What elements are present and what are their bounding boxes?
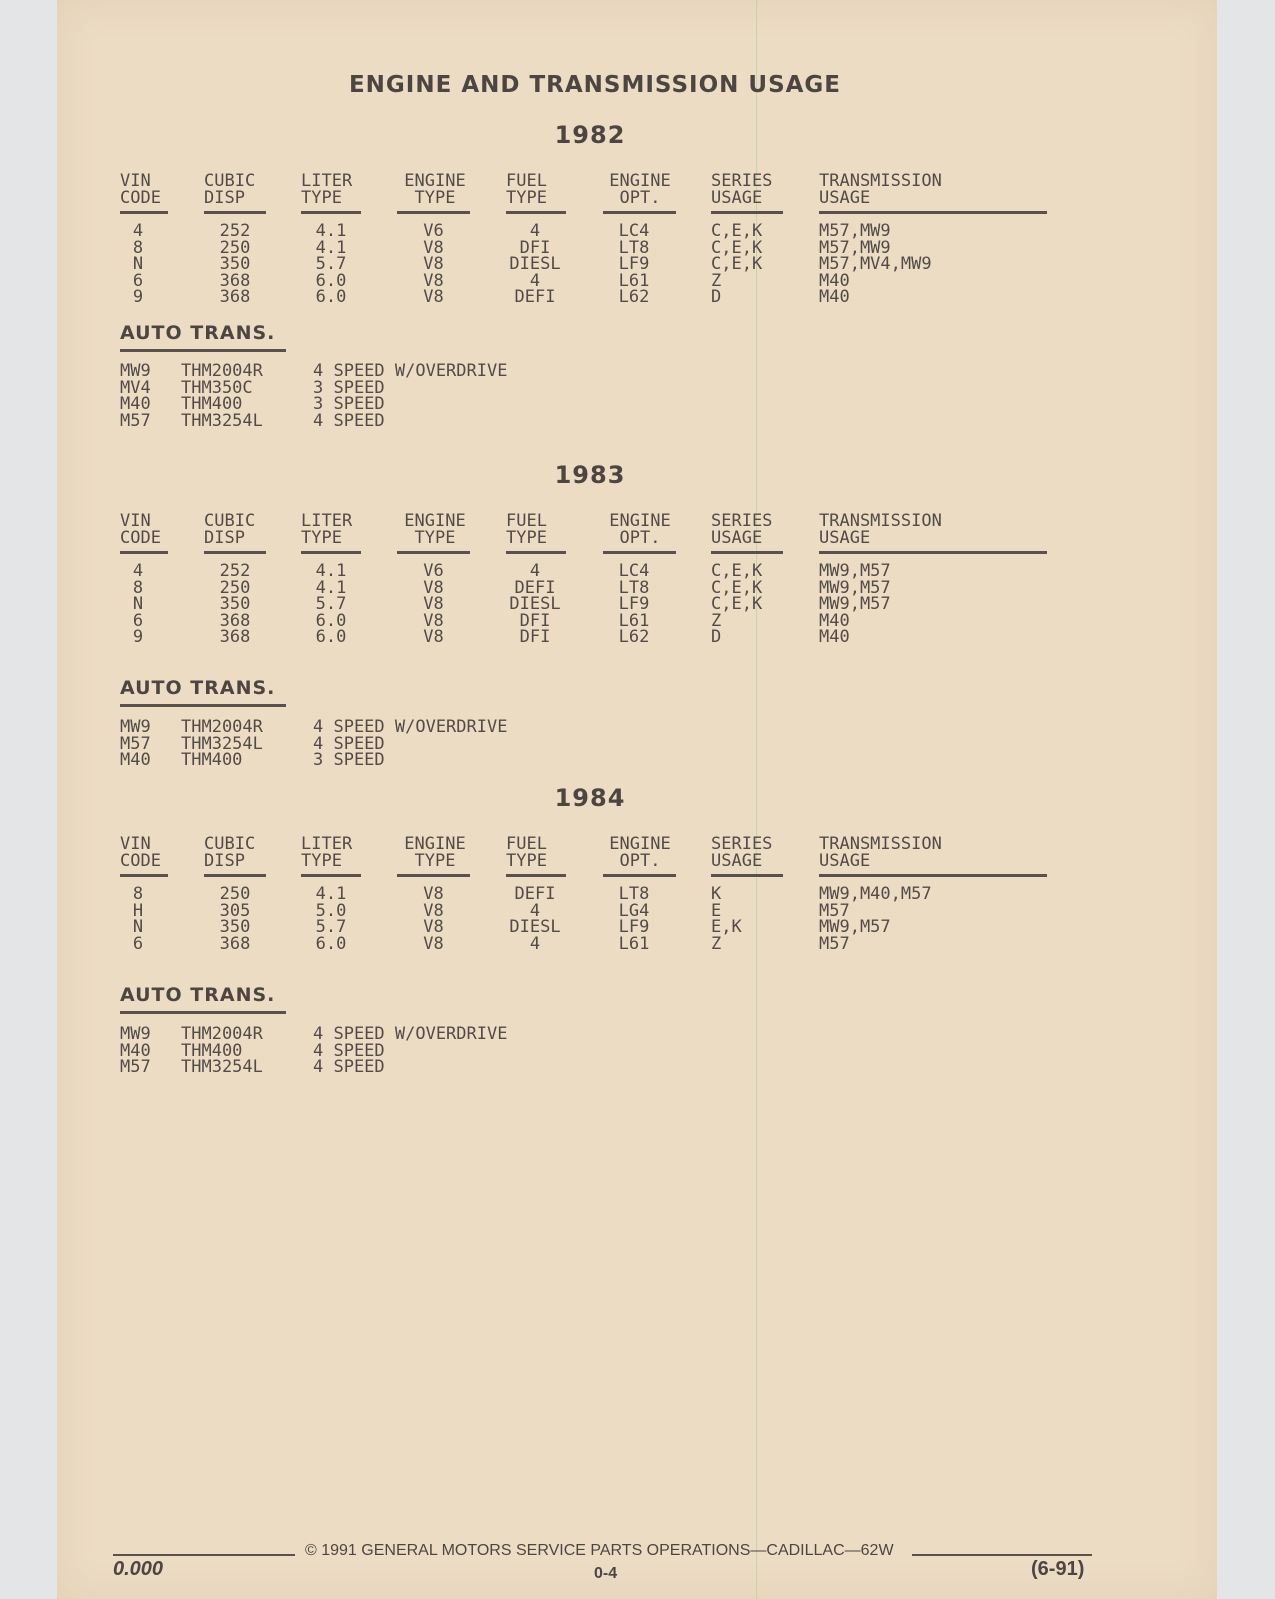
column-header-series bbox=[711, 513, 787, 547]
table-cell-trans: MW9,M57 bbox=[819, 577, 891, 598]
column-header-cubic bbox=[204, 513, 270, 547]
table-cell-cubic: 368 bbox=[219, 933, 251, 954]
footer-rule-left bbox=[113, 1554, 295, 1556]
auto-trans-model: THM2004R bbox=[181, 361, 263, 381]
table-cell-vin: 4 bbox=[132, 221, 144, 241]
table-cell-cubic: 252 bbox=[219, 221, 251, 241]
column-header-line: LITER bbox=[301, 511, 353, 531]
table-cell-trans: M40 bbox=[819, 627, 850, 647]
table-cell-series: D bbox=[711, 627, 722, 647]
table-cell-series: Z bbox=[711, 933, 722, 954]
auto-trans-model: THM3254L bbox=[181, 1057, 263, 1077]
column-header-line: ENGINE bbox=[609, 834, 671, 854]
auto-trans-model: THM2004R bbox=[181, 717, 263, 737]
column-header-line: OPT. bbox=[619, 851, 661, 871]
column-header-liter bbox=[301, 836, 367, 870]
table-cell-fuel: 4 bbox=[529, 561, 541, 581]
auto-trans-code: M40 bbox=[120, 1040, 151, 1061]
column-header-trans bbox=[819, 513, 1049, 547]
column-header-line: VIN bbox=[120, 511, 151, 531]
column-header-liter bbox=[301, 173, 367, 207]
table-cell-engine-opt: L62 bbox=[618, 627, 650, 647]
column-header-line: FUEL bbox=[506, 171, 547, 191]
column-header-line: ENGINE bbox=[404, 171, 466, 191]
table-cell-engine-type: V8 bbox=[423, 900, 444, 921]
table-cell-liter: 4.1 bbox=[315, 237, 347, 258]
table-cell-trans: M40 bbox=[819, 610, 850, 631]
table-cell-trans: M57 bbox=[819, 900, 850, 921]
table-cell-liter: 5.7 bbox=[315, 594, 347, 614]
column-header-line: CUBIC bbox=[204, 511, 256, 531]
table-cell-fuel: DEFI bbox=[514, 884, 556, 904]
table-cell-engine-opt: LT8 bbox=[618, 884, 650, 904]
table-cell-engine-type: V8 bbox=[423, 594, 444, 614]
auto-trans-model: THM2004R bbox=[181, 1024, 263, 1044]
auto-trans-desc: 3 SPEED bbox=[313, 750, 385, 770]
column-header-line: USAGE bbox=[819, 188, 871, 208]
table-cell-liter: 5.0 bbox=[315, 900, 347, 921]
table-cell-fuel: DIESL bbox=[509, 594, 561, 614]
column-header-underline bbox=[711, 551, 783, 554]
auto-trans-code: MW9 bbox=[120, 361, 151, 381]
table-cell-engine-opt: LF9 bbox=[618, 917, 650, 937]
auto-trans-underline bbox=[120, 704, 286, 707]
column-header-engine-opt bbox=[603, 513, 677, 547]
table-cell-liter: 4.1 bbox=[315, 221, 347, 241]
column-header-trans bbox=[819, 836, 1049, 870]
table-cell-engine-opt: L61 bbox=[618, 933, 650, 954]
column-header-underline bbox=[711, 211, 783, 214]
table-cell-cubic: 350 bbox=[219, 594, 251, 614]
table-cell-engine-type: V8 bbox=[423, 254, 444, 274]
footer-copyright: © 1991 GENERAL MOTORS SERVICE PARTS OPERATIONS—CADILLAC—62W bbox=[305, 1542, 894, 1559]
auto-trans-code: MW9 bbox=[120, 1024, 151, 1044]
column-header-underline bbox=[120, 211, 168, 214]
auto-trans-model: THM400 bbox=[181, 394, 243, 414]
table-cell-series: D bbox=[711, 287, 722, 307]
column-header-underline bbox=[204, 211, 266, 214]
table-cell-series: C,E,K bbox=[711, 594, 763, 614]
table-cell-cubic: 350 bbox=[219, 917, 251, 937]
auto-trans-code: M40 bbox=[120, 750, 151, 770]
table-cell-cubic: 350 bbox=[219, 254, 251, 274]
table-cell-engine-type: V8 bbox=[423, 610, 444, 631]
table-cell-engine-type: V8 bbox=[423, 270, 444, 291]
table-cell-vin: N bbox=[132, 917, 144, 937]
column-header-underline bbox=[204, 551, 266, 554]
auto-trans-desc: 3 SPEED bbox=[313, 377, 385, 398]
column-header-underline bbox=[204, 874, 266, 877]
table-cell-fuel: DFI bbox=[519, 237, 551, 258]
auto-trans-heading: AUTO TRANS. bbox=[120, 322, 276, 344]
column-header-underline bbox=[397, 551, 470, 554]
table-cell-vin: 8 bbox=[132, 577, 144, 598]
table-cell-engine-type: V8 bbox=[423, 577, 444, 598]
footer-rule-right bbox=[912, 1554, 1092, 1556]
table-cell-vin: 6 bbox=[132, 270, 144, 291]
column-header-line: SERIES bbox=[711, 511, 773, 531]
table-cell-vin: 8 bbox=[132, 237, 144, 258]
column-header-line: TYPE bbox=[301, 851, 342, 871]
table-cell-cubic: 305 bbox=[219, 900, 251, 921]
table-cell-engine-opt: LC4 bbox=[618, 221, 650, 241]
table-cell-fuel: DEFI bbox=[514, 287, 556, 307]
table-cell-engine-opt: L61 bbox=[618, 270, 650, 291]
auto-trans-model: THM3254L bbox=[181, 733, 263, 754]
table-cell-liter: 4.1 bbox=[315, 577, 347, 598]
column-header-underline bbox=[819, 551, 1047, 554]
column-header-line: CODE bbox=[120, 528, 161, 548]
column-header-liter bbox=[301, 513, 367, 547]
table-cell-engine-type: V8 bbox=[423, 884, 444, 904]
column-header-line: DISP bbox=[204, 528, 245, 548]
table-cell-liter: 5.7 bbox=[315, 917, 347, 937]
column-header-line: OPT. bbox=[619, 188, 661, 208]
year-heading: 1984 bbox=[554, 784, 626, 812]
column-header-line: TRANSMISSION bbox=[819, 511, 942, 531]
column-header-underline bbox=[603, 211, 676, 214]
auto-trans-desc: 4 SPEED W/OVERDRIVE bbox=[313, 361, 508, 381]
table-cell-trans: M57,MV4,MW9 bbox=[819, 254, 932, 274]
table-cell-fuel: 4 bbox=[529, 221, 541, 241]
column-header-underline bbox=[506, 551, 566, 554]
column-header-line: ENGINE bbox=[609, 511, 671, 531]
table-cell-series: E,K bbox=[711, 917, 742, 937]
table-cell-fuel: 4 bbox=[529, 270, 541, 291]
auto-trans-model: THM400 bbox=[181, 750, 243, 770]
table-cell-vin: H bbox=[132, 900, 144, 921]
column-header-underline bbox=[120, 551, 168, 554]
table-cell-liter: 6.0 bbox=[315, 933, 347, 954]
table-cell-cubic: 252 bbox=[219, 561, 251, 581]
column-header-line: ENGINE bbox=[404, 834, 466, 854]
footer-page-number: 0-4 bbox=[594, 1565, 618, 1582]
column-header-fuel bbox=[506, 836, 566, 870]
table-cell-series: C,E,K bbox=[711, 577, 763, 598]
page-title: ENGINE AND TRANSMISSION USAGE bbox=[348, 72, 842, 98]
column-header-line: TYPE bbox=[506, 188, 547, 208]
column-header-line: TYPE bbox=[301, 528, 342, 548]
column-header-trans bbox=[819, 173, 1049, 207]
column-header-underline bbox=[603, 874, 676, 877]
table-cell-vin: N bbox=[132, 594, 144, 614]
table-cell-fuel: 4 bbox=[529, 933, 541, 954]
auto-trans-heading: AUTO TRANS. bbox=[120, 984, 276, 1006]
footer-left-code: 0.000 bbox=[113, 1558, 164, 1580]
table-cell-trans: M40 bbox=[819, 287, 850, 307]
table-cell-vin: 8 bbox=[132, 884, 144, 904]
auto-trans-desc: 4 SPEED bbox=[313, 1057, 385, 1077]
column-header-line: VIN bbox=[120, 171, 151, 191]
column-header-underline bbox=[397, 211, 470, 214]
column-header-line: TRANSMISSION bbox=[819, 834, 942, 854]
auto-trans-underline bbox=[120, 1011, 286, 1014]
year-heading: 1982 bbox=[554, 121, 626, 149]
table-cell-engine-opt: L61 bbox=[618, 610, 650, 631]
column-header-line: CODE bbox=[120, 851, 161, 871]
table-cell-liter: 4.1 bbox=[315, 561, 347, 581]
column-header-line: DISP bbox=[204, 851, 245, 871]
column-header-line: TYPE bbox=[506, 528, 547, 548]
column-header-line: DISP bbox=[204, 188, 245, 208]
column-header-underline bbox=[397, 874, 470, 877]
table-cell-liter: 6.0 bbox=[315, 270, 347, 291]
column-header-line: ENGINE bbox=[609, 171, 671, 191]
table-cell-vin: 9 bbox=[132, 627, 144, 647]
auto-trans-code: M40 bbox=[120, 394, 151, 414]
column-header-series bbox=[711, 836, 787, 870]
column-header-underline bbox=[301, 551, 361, 554]
column-header-line: USAGE bbox=[711, 851, 763, 871]
auto-trans-code: M57 bbox=[120, 1057, 151, 1077]
column-header-line: VIN bbox=[120, 834, 151, 854]
column-header-underline bbox=[301, 874, 361, 877]
table-cell-liter: 4.1 bbox=[315, 884, 347, 904]
auto-trans-desc: 4 SPEED W/OVERDRIVE bbox=[313, 1024, 508, 1044]
table-cell-fuel: DEFI bbox=[514, 577, 556, 598]
column-header-engine-type bbox=[397, 513, 473, 547]
table-cell-fuel: DFI bbox=[519, 610, 551, 631]
column-header-engine-type bbox=[397, 836, 473, 870]
column-header-line: OPT. bbox=[619, 528, 661, 548]
table-cell-cubic: 368 bbox=[219, 287, 251, 307]
column-header-underline bbox=[301, 211, 361, 214]
table-cell-engine-type: V8 bbox=[423, 287, 444, 307]
table-cell-fuel: DIESL bbox=[509, 917, 561, 937]
column-header-line: TYPE bbox=[414, 188, 456, 208]
column-header-line: FUEL bbox=[506, 511, 547, 531]
column-header-vin bbox=[120, 173, 168, 207]
table-cell-engine-opt: LF9 bbox=[618, 594, 650, 614]
table-cell-series: C,E,K bbox=[711, 254, 763, 274]
table-cell-series: Z bbox=[711, 270, 722, 291]
table-cell-engine-opt: L62 bbox=[618, 287, 650, 307]
column-header-line: LITER bbox=[301, 834, 353, 854]
table-cell-vin: 9 bbox=[132, 287, 144, 307]
column-header-fuel bbox=[506, 513, 566, 547]
column-header-underline bbox=[120, 874, 168, 877]
column-header-line: CUBIC bbox=[204, 834, 256, 854]
footer-right-code: (6-91) bbox=[1031, 1558, 1085, 1580]
table-cell-fuel: DIESL bbox=[509, 254, 561, 274]
table-cell-trans: M57,MW9 bbox=[819, 237, 891, 258]
column-header-line: TYPE bbox=[301, 188, 342, 208]
auto-trans-desc: 4 SPEED bbox=[313, 1040, 385, 1061]
table-cell-engine-opt: LT8 bbox=[618, 577, 650, 598]
column-header-underline bbox=[819, 874, 1047, 877]
table-cell-trans: M40 bbox=[819, 270, 850, 291]
auto-trans-model: THM400 bbox=[181, 1040, 243, 1061]
table-cell-liter: 6.0 bbox=[315, 287, 347, 307]
table-cell-engine-type: V8 bbox=[423, 933, 444, 954]
column-header-line: TYPE bbox=[506, 851, 547, 871]
table-cell-cubic: 250 bbox=[219, 237, 251, 258]
auto-trans-underline bbox=[120, 349, 286, 352]
table-cell-engine-type: V8 bbox=[423, 237, 444, 258]
table-cell-cubic: 368 bbox=[219, 627, 251, 647]
table-cell-liter: 6.0 bbox=[315, 610, 347, 631]
table-cell-series: C,E,K bbox=[711, 237, 763, 258]
column-header-engine-opt bbox=[603, 173, 677, 207]
auto-trans-model: THM350C bbox=[181, 377, 253, 398]
column-header-line: LITER bbox=[301, 171, 353, 191]
table-cell-engine-type: V6 bbox=[423, 561, 444, 581]
auto-trans-model: THM3254L bbox=[181, 410, 263, 431]
column-header-vin bbox=[120, 836, 168, 870]
column-header-series bbox=[711, 173, 787, 207]
column-header-line: TYPE bbox=[414, 851, 456, 871]
column-header-underline bbox=[506, 211, 566, 214]
column-header-line: TYPE bbox=[414, 528, 456, 548]
table-cell-engine-opt: LF9 bbox=[618, 254, 650, 274]
column-header-underline bbox=[603, 551, 676, 554]
column-header-line: SERIES bbox=[711, 171, 773, 191]
column-header-underline bbox=[506, 874, 566, 877]
column-header-line: CUBIC bbox=[204, 171, 256, 191]
column-header-underline bbox=[819, 211, 1047, 214]
table-cell-engine-type: V6 bbox=[423, 221, 444, 241]
table-cell-vin: 6 bbox=[132, 933, 144, 954]
column-header-fuel bbox=[506, 173, 566, 207]
table-cell-series: C,E,K bbox=[711, 221, 763, 241]
column-header-line: USAGE bbox=[819, 851, 871, 871]
table-cell-trans: MW9,M57 bbox=[819, 594, 891, 614]
column-header-line: ENGINE bbox=[404, 511, 466, 531]
column-header-line: TRANSMISSION bbox=[819, 171, 942, 191]
table-cell-fuel: 4 bbox=[529, 900, 541, 921]
column-header-line: SERIES bbox=[711, 834, 773, 854]
auto-trans-code: M57 bbox=[120, 733, 151, 754]
table-cell-cubic: 250 bbox=[219, 577, 251, 598]
auto-trans-code: M57 bbox=[120, 410, 151, 431]
column-header-line: USAGE bbox=[819, 528, 871, 548]
column-header-underline bbox=[711, 874, 783, 877]
year-heading: 1983 bbox=[554, 461, 626, 489]
table-cell-trans: MW9,M40,M57 bbox=[819, 884, 932, 904]
column-header-line: FUEL bbox=[506, 834, 547, 854]
table-cell-engine-opt: LG4 bbox=[618, 900, 650, 921]
table-cell-cubic: 368 bbox=[219, 610, 251, 631]
table-cell-engine-type: V8 bbox=[423, 627, 444, 647]
auto-trans-desc: 4 SPEED bbox=[313, 733, 385, 754]
auto-trans-desc: 4 SPEED W/OVERDRIVE bbox=[313, 717, 508, 737]
table-cell-series: C,E,K bbox=[711, 561, 763, 581]
table-cell-trans: MW9,M57 bbox=[819, 561, 891, 581]
column-header-line: USAGE bbox=[711, 528, 763, 548]
table-cell-vin: 4 bbox=[132, 561, 144, 581]
table-cell-engine-opt: LC4 bbox=[618, 561, 650, 581]
table-cell-cubic: 250 bbox=[219, 884, 251, 904]
column-header-cubic bbox=[204, 173, 270, 207]
auto-trans-desc: 4 SPEED bbox=[313, 410, 385, 431]
column-header-engine-type bbox=[397, 173, 473, 207]
table-cell-engine-type: V8 bbox=[423, 917, 444, 937]
table-cell-trans: M57,MW9 bbox=[819, 221, 891, 241]
table-cell-series: Z bbox=[711, 610, 722, 631]
table-cell-cubic: 368 bbox=[219, 270, 251, 291]
column-header-cubic bbox=[204, 836, 270, 870]
auto-trans-code: MV4 bbox=[120, 377, 151, 398]
auto-trans-heading: AUTO TRANS. bbox=[120, 677, 276, 699]
column-header-engine-opt bbox=[603, 836, 677, 870]
table-cell-vin: 6 bbox=[132, 610, 144, 631]
table-cell-trans: MW9,M57 bbox=[819, 917, 891, 937]
table-cell-series: K bbox=[711, 884, 722, 904]
table-cell-trans: M57 bbox=[819, 933, 850, 954]
table-cell-series: E bbox=[711, 900, 722, 921]
table-cell-fuel: DFI bbox=[519, 627, 551, 647]
auto-trans-desc: 3 SPEED bbox=[313, 394, 385, 414]
auto-trans-code: MW9 bbox=[120, 717, 151, 737]
table-cell-vin: N bbox=[132, 254, 144, 274]
column-header-line: CODE bbox=[120, 188, 161, 208]
table-cell-liter: 6.0 bbox=[315, 627, 347, 647]
column-header-vin bbox=[120, 513, 168, 547]
table-cell-liter: 5.7 bbox=[315, 254, 347, 274]
table-cell-engine-opt: LT8 bbox=[618, 237, 650, 258]
column-header-line: USAGE bbox=[711, 188, 763, 208]
